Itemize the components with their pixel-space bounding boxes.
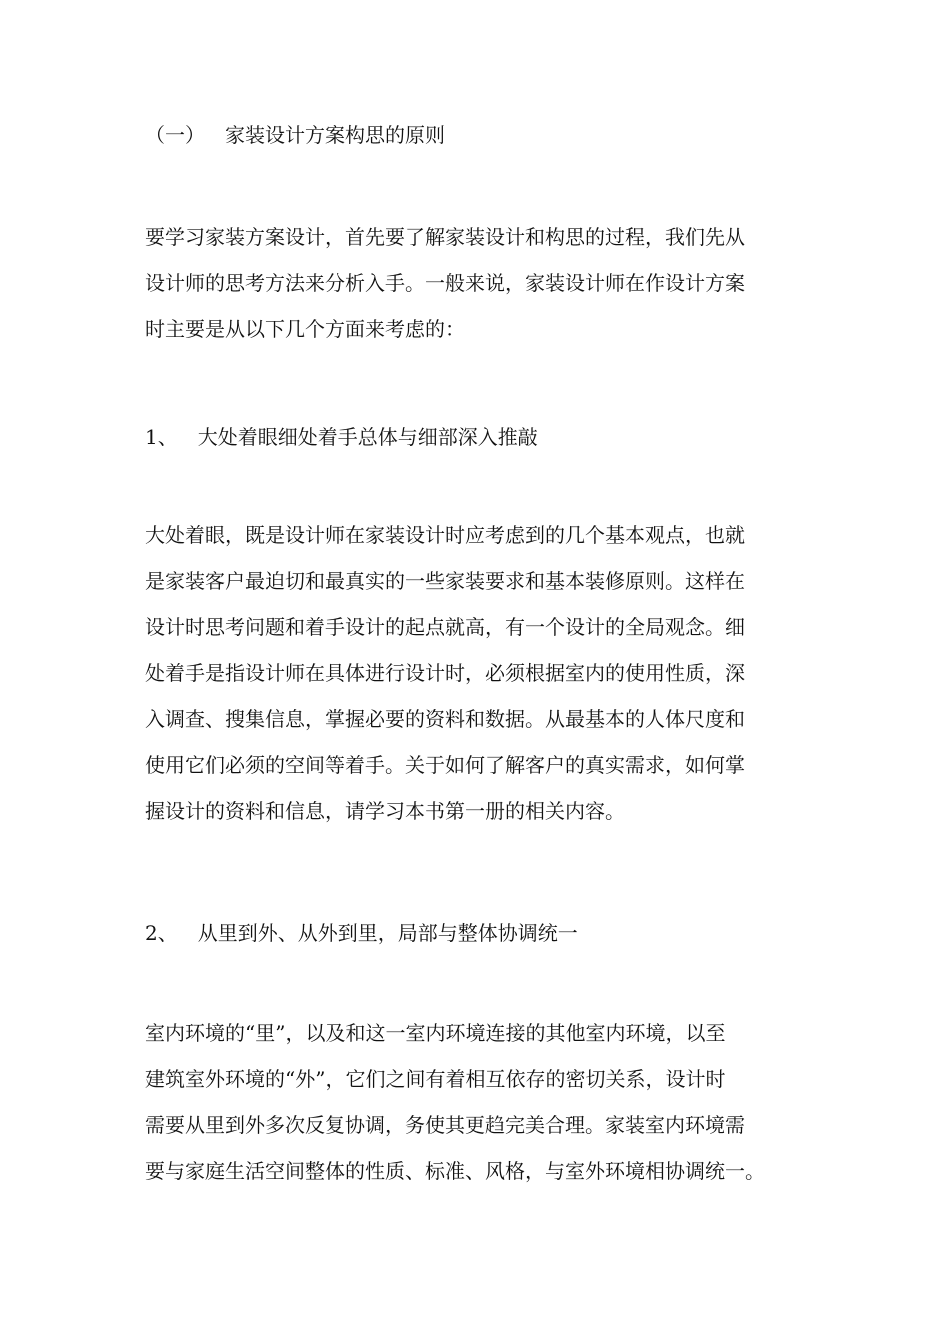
paragraph-line: 时主要是从以下几个方面来考虑的： xyxy=(145,317,465,341)
point2-number: 2、 xyxy=(145,921,178,945)
point2-paragraph xyxy=(145,1010,810,1194)
point2-title: 从里到外、从外到里，局部与整体协调统一 xyxy=(197,921,578,945)
point1-heading xyxy=(145,422,538,452)
section-heading xyxy=(145,120,445,150)
paragraph-line: 大处着眼，既是设计师在家装设计时应考虑到的几个基本观点，也就 xyxy=(145,523,745,547)
intro-paragraph xyxy=(145,214,810,352)
paragraph-line: 要与家庭生活空间整体的性质、标准、风格，与室外环境相协调统一。 xyxy=(145,1159,765,1183)
point1-paragraph xyxy=(145,512,810,834)
paragraph-line: 是家装客户最迫切和最真实的一些家装要求和基本装修原则。这样在 xyxy=(145,569,745,593)
paragraph-line: 室内环境的“里”，以及和这一室内环境连接的其他室内环境，以至 xyxy=(145,1021,726,1045)
point1-title: 大处着眼细处着手总体与细部深入推敲 xyxy=(197,425,538,449)
paragraph-line: 使用它们必须的空间等着手。关于如何了解客户的真实需求，如何掌 xyxy=(145,753,745,777)
paragraph-line: 要学习家装方案设计，首先要了解家装设计和构思的过程，我们先从 xyxy=(145,225,745,249)
paragraph-line: 入调查、搜集信息，掌握必要的资料和数据。从最基本的人体尺度和 xyxy=(145,707,745,731)
point2-heading xyxy=(145,918,578,948)
section-number: （一） xyxy=(145,123,205,147)
paragraph-line: 处着手是指设计师在具体进行设计时，必须根据室内的使用性质，深 xyxy=(145,661,745,685)
paragraph-line: 设计师的思考方法来分析入手。一般来说，家装设计师在作设计方案 xyxy=(145,271,745,295)
paragraph-line: 设计时思考问题和着手设计的起点就高，有一个设计的全局观念。细 xyxy=(145,615,745,639)
section-title: 家装设计方案构思的原则 xyxy=(225,123,445,147)
paragraph-line: 需要从里到外多次反复协调，务使其更趋完美合理。家装室内环境需 xyxy=(145,1113,745,1137)
paragraph-line: 握设计的资料和信息，请学习本书第一册的相关内容。 xyxy=(145,799,625,823)
paragraph-line: 建筑室外环境的“外”，它们之间有着相互依存的密切关系，设计时 xyxy=(145,1067,726,1091)
point1-number: 1、 xyxy=(145,425,178,449)
